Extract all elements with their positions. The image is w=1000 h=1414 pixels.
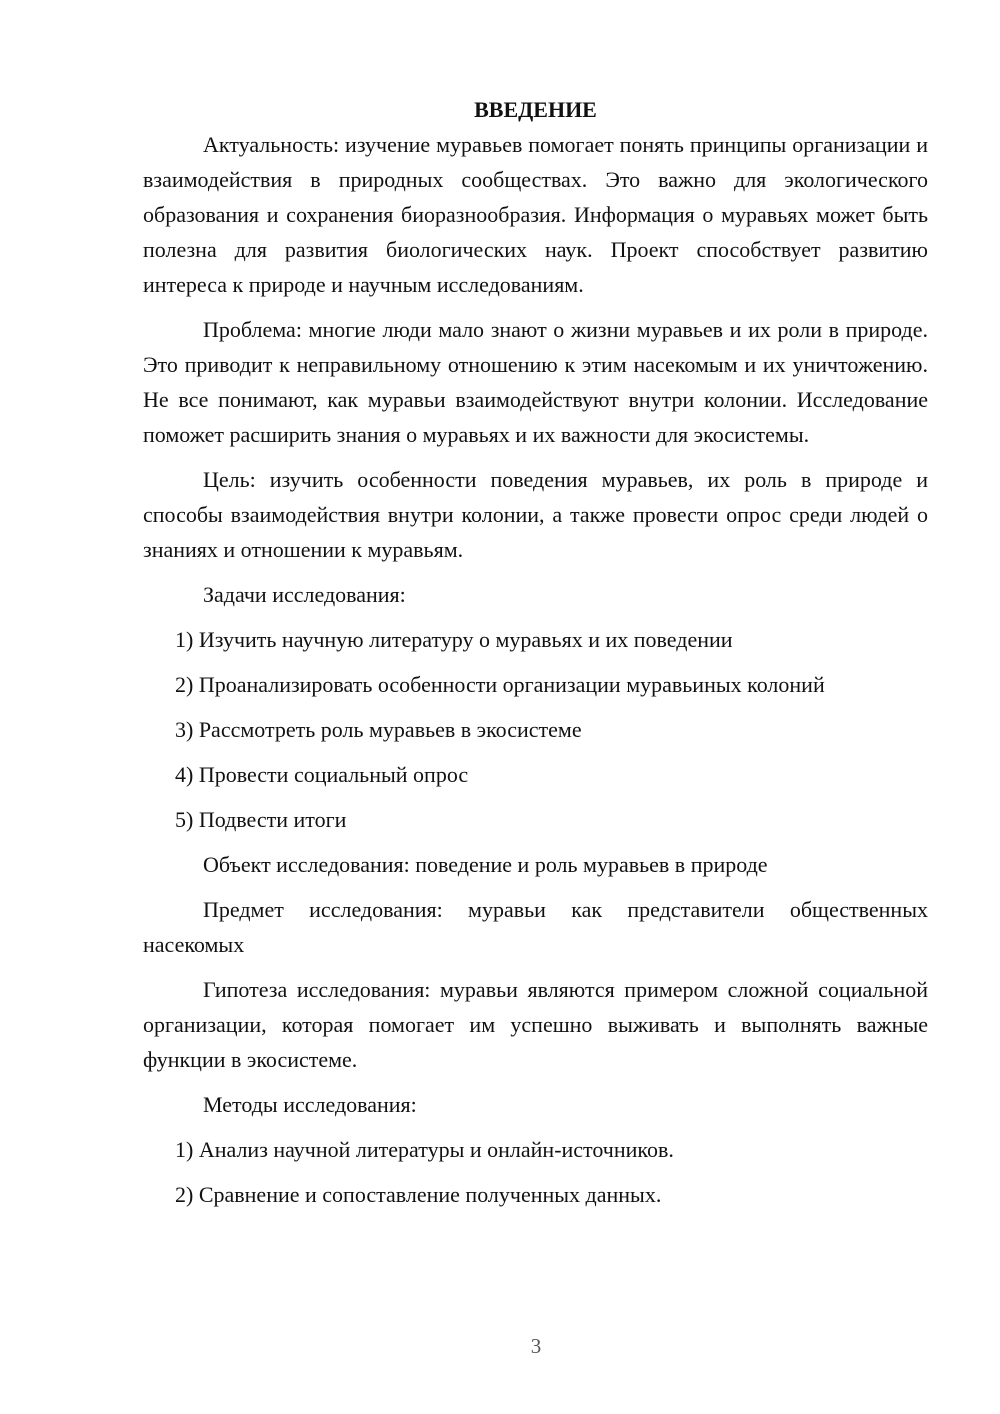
hypothesis-paragraph: Гипотеза исследования: муравьи являются примером сложной социальной организации, которая помогает им успешно выживать и выполнять важные функции в экосистеме.: [143, 977, 928, 1072]
page-heading: ВВЕДЕНИЕ: [474, 97, 597, 122]
task-item: 1) Изучить научную литературу о муравьях и их поведении: [175, 627, 733, 652]
task-item: 2) Проанализировать особенности организации муравьиных колоний: [175, 672, 825, 697]
relevance-paragraph: Актуальность: изучение муравьев помогает понять принципы организации и взаимодействия в природных сообществах. Это важно для экологического образования и сохранения биоразнообразия. Информация о муравьях может быть полезна для развития биологических наук. Проект способствует развитию интереса к природе и научным исследованиям.: [143, 132, 928, 297]
method-item: 1) Анализ научной литературы и онлайн-источников.: [175, 1137, 674, 1162]
task-item: 5) Подвести итоги: [175, 807, 347, 832]
method-item: 2) Сравнение и сопоставление полученных данных.: [175, 1182, 662, 1207]
tasks-title: Задачи исследования:: [203, 582, 406, 607]
goal-paragraph: Цель: изучить особенности поведения муравьев, их роль в природе и способы взаимодействия внутри колонии, а также провести опрос среди людей о знаниях и отношении к муравьям.: [143, 467, 928, 562]
task-item: 4) Провести социальный опрос: [175, 762, 469, 787]
page-number: 3: [530, 1334, 542, 1358]
methods-title: Методы исследования:: [203, 1092, 417, 1117]
object-paragraph: Объект исследования: поведение и роль муравьев в природе: [203, 852, 768, 877]
subject-paragraph: Предмет исследования: муравьи как представители общественных насекомых: [143, 897, 928, 957]
document-page: [143, 92, 928, 1222]
task-item: 3) Рассмотреть роль муравьев в экосистеме: [175, 717, 582, 742]
problem-paragraph: Проблема: многие люди мало знают о жизни муравьев и их роли в природе. Это приводит к неправильному отношению к этим насекомым и их уничтожению. Не все понимают, как муравьи взаимодействуют внутри колонии. Исследование поможет расширить знания о муравьях и их важности для экосистемы.: [143, 317, 928, 447]
